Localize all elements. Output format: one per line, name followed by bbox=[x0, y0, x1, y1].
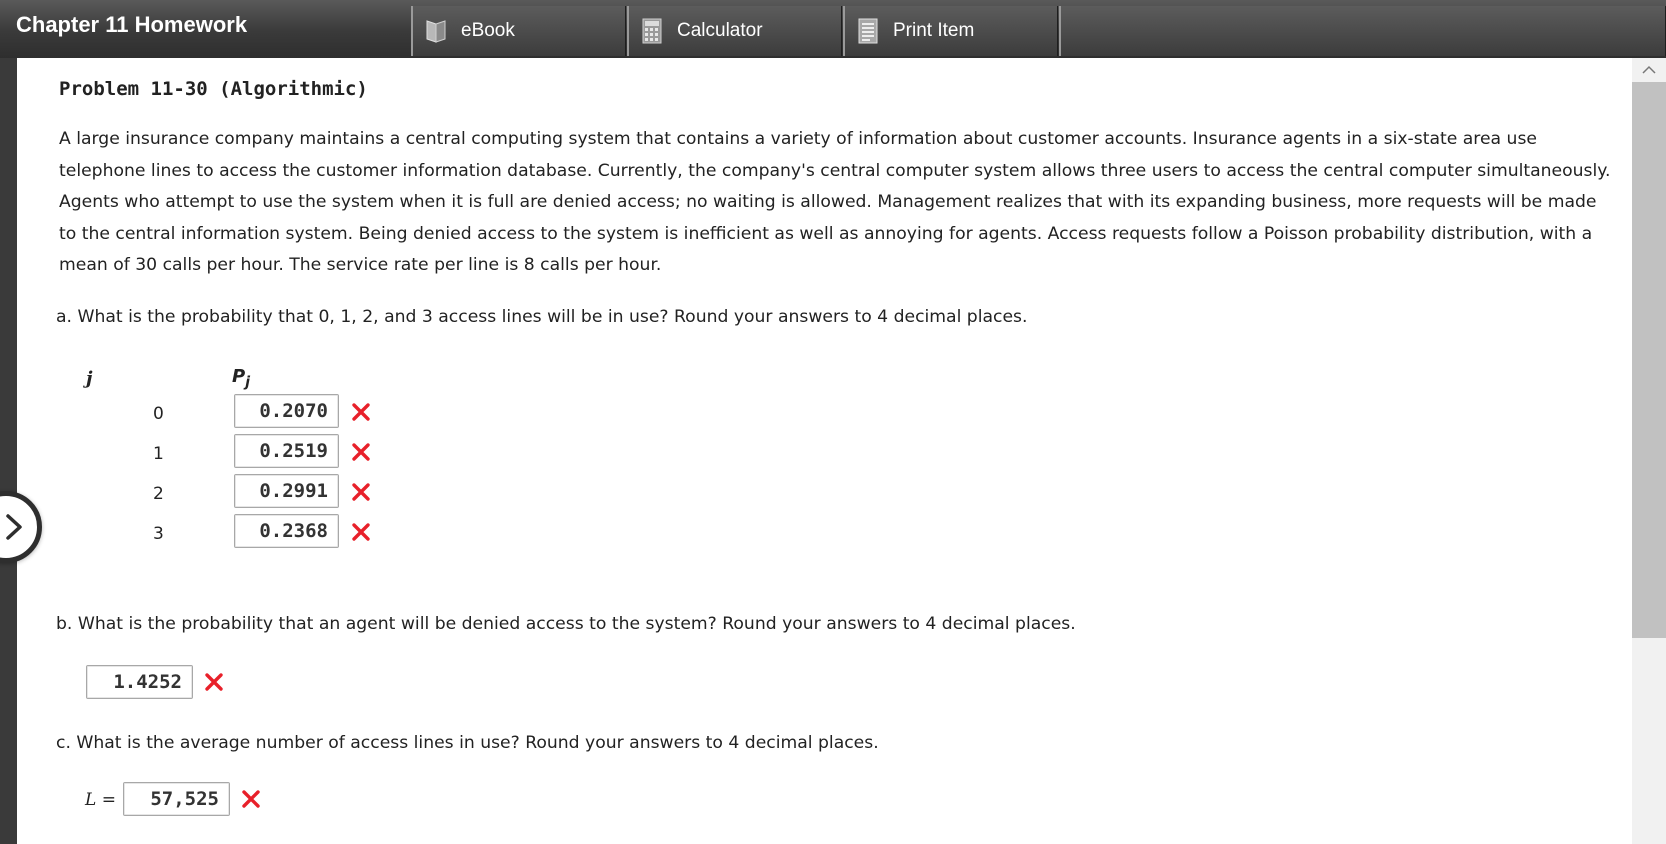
chevron-up-icon bbox=[1641, 65, 1657, 75]
l-equals: = bbox=[101, 790, 116, 810]
question-a: a. What is the probability that 0, 1, 2, and 3 access lines will be in use? Round your answers to 4 decimal places. bbox=[56, 307, 1028, 327]
answer-input-p1[interactable]: 0.2519 bbox=[234, 434, 339, 468]
row-label-3: 3 bbox=[153, 524, 164, 544]
print-item-button[interactable] bbox=[843, 6, 1058, 56]
incorrect-x-icon bbox=[240, 788, 262, 810]
toolbar-spacer bbox=[1059, 6, 1666, 56]
incorrect-x-icon bbox=[203, 671, 225, 693]
l-label bbox=[85, 790, 116, 810]
print-item-label: Print Item bbox=[893, 20, 975, 41]
incorrect-x-icon bbox=[350, 441, 372, 463]
calculator-button[interactable] bbox=[627, 6, 842, 56]
row-label-0: 0 bbox=[153, 404, 164, 424]
column-header-j: j bbox=[86, 368, 93, 389]
pj-label: P bbox=[232, 366, 246, 387]
top-toolbar bbox=[0, 0, 1666, 59]
problem-title: Problem 11-30 (Algorithmic) bbox=[59, 78, 368, 100]
calculator-label: Calculator bbox=[677, 20, 763, 41]
row-label-2: 2 bbox=[153, 484, 164, 504]
answer-input-p3[interactable]: 0.2368 bbox=[234, 514, 339, 548]
book-icon bbox=[425, 18, 447, 44]
row-label-1: 1 bbox=[153, 444, 164, 464]
incorrect-x-icon bbox=[350, 401, 372, 423]
chevron-right-icon bbox=[4, 512, 24, 542]
question-c: c. What is the average number of access lines in use? Round your answers to 4 decimal places. bbox=[56, 733, 879, 753]
answer-input-denied-probability[interactable]: 1.4252 bbox=[86, 665, 193, 699]
pj-subscript: j bbox=[245, 374, 251, 391]
ebook-label: eBook bbox=[461, 20, 515, 41]
column-header-pj bbox=[232, 366, 250, 391]
print-icon bbox=[857, 18, 879, 44]
answer-input-p2[interactable]: 0.2991 bbox=[234, 474, 339, 508]
answer-input-average-lines[interactable]: 57,525 bbox=[123, 782, 230, 816]
l-symbol: L bbox=[85, 790, 97, 810]
scroll-up-button[interactable] bbox=[1632, 58, 1666, 82]
question-b: b. What is the probability that an agent will be denied access to the system? Round your answers to 4 decimal places. bbox=[56, 614, 1076, 634]
ebook-button[interactable] bbox=[411, 6, 626, 56]
scrollbar-thumb[interactable] bbox=[1632, 82, 1666, 638]
answer-input-p0[interactable]: 0.2070 bbox=[234, 394, 339, 428]
problem-description: A large insurance company maintains a central computing system that contains a variety of information about customer accounts. Insurance agents in a six-state area use telephone lines to access the customer information database. Currently, the company's central computer system allows three users to access the central computer simultaneously. Agents who attempt to use the system when it is full are denied access; no waiting is allowed. Management realizes that with its expanding business, more requests will be made to the central information system. Being denied access to the system is inefficient as well as annoying for agents. Access requests follow a Poisson probability distribution, with a mean of 30 calls per hour. The service rate per line is 8 calls per hour. bbox=[59, 129, 1611, 275]
calculator-icon bbox=[641, 18, 663, 44]
incorrect-x-icon bbox=[350, 481, 372, 503]
left-frame bbox=[0, 58, 17, 844]
incorrect-x-icon bbox=[350, 521, 372, 543]
assignment-title: Chapter 11 Homework bbox=[16, 12, 248, 37]
